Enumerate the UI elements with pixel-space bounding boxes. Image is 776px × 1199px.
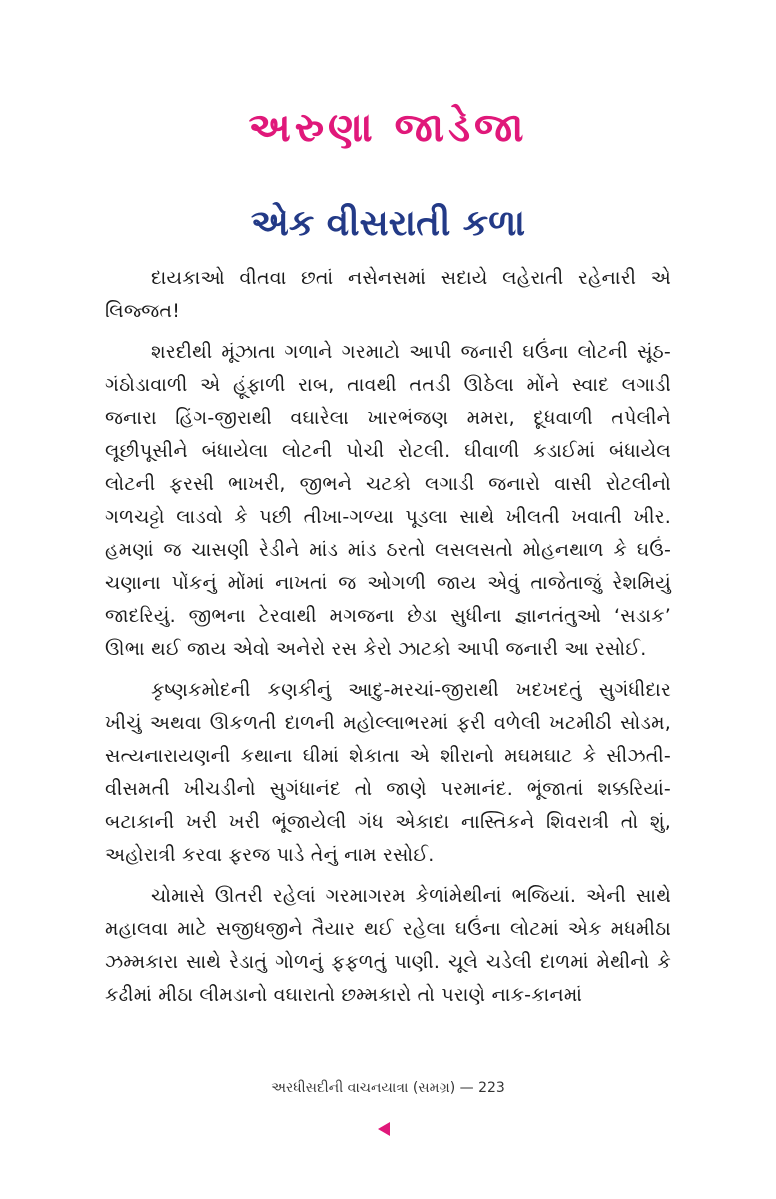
paragraph-3: કૃષ્ણકમોદની કણકીનું આદુ-મરચાં-જીરાથી ખદખદતું સુગંધીદાર ખીચું અથવા ઊકળતી દાળની મહોલ્લાભરમાં ફરી વળેલી ખટમીઠી સોડમ, સત્યનારાયણની કથાના ઘીમાં શેકાતા એ શીરાનો મઘમઘાટ કે સીઝતી-વીસમતી ખીચડીનો સુગંધાનંદ તો જાણે પરમાનંદ. ભૂંજાતાં શક્કરિયાં-બટાકાની ખરી ખરી ભૂંજાયેલી ગંધ એકાદા નાસ્તિકને શિવરાત્રી તો શું, અહોરાત્રી કરવા ફરજ પાડે તેનું નામ રસોઈ. bbox=[105, 679, 671, 866]
paragraph-2: શરદીથી મૂંઝાતા ગળાને ગરમાટો આપી જનારી ઘઉંના લોટની સૂંઠ-ગંઠોડાવાળી એ હૂંફાળી રાબ, તાવથી તતડી ઊઠેલા મોંને સ્વાદ લગાડી જનારા હિંગ-જીરાથી વઘારેલા ખારભંજણ મમરા, દૂધવાળી તપેલીને લૂછીપૂસીને બંધાયેલા લોટની પોચી રોટલી. ઘીવાળી કડાઈમાં બંધાયેલ લોટની ફરસી ભાખરી, જીભને ચટકો લગાડી જનારો વાસી રોટલીનો ગળચટ્ટો લાડવો કે પછી તીખા-ગળ્યા પૂડલા સાથે ખીલતી ખવાતી ખીર. હમણાં જ ચાસણી રેડીને માંડ માંડ ઠરતો લસલસતો મોહનથાળ કે ઘઉં-ચણાના પોંકનું મોંમાં નાખતાં જ ઓગળી જાય એવું તાજેતાજું રેશમિયું જાદરિયું. જીભના ટેરવાથી મગજના છેડા સુધીના જ્ઞાનતંતુઓ ‘સડાક’ ઊભા થઈ જાય એવો અનેરો રસ કેરો ઝાટકો આપી જનારી આ રસોઈ. bbox=[105, 341, 671, 660]
article-body bbox=[105, 262, 671, 1020]
author-name: અરુણા જાડેજા bbox=[248, 105, 528, 151]
page-title: એક વીસરાતી કળા bbox=[250, 203, 526, 244]
triangle-left-icon[interactable] bbox=[378, 1122, 390, 1136]
page-footer: અરધીસદીની વાચનયાત્રા (સમગ્ર) — 223 bbox=[271, 1080, 505, 1096]
paragraph-1: દાયકાઓ વીતવા છતાં નસેનસમાં સદાયે લહેરાતી રહેનારી એ લિજ્જત! bbox=[105, 267, 671, 322]
paragraph-4: ચોમાસે ઊતરી રહેલાં ગરમાગરમ કેળાંમેથીનાં ભજિયાં. એની સાથે મહાલવા માટે સજીધજીને તૈયાર થઈ રહેલા ઘઉંના લોટમાં એક મધમીઠા ઝમ્મકારા સાથે રેડાતું ગોળનું ફફળતું પાણી. ચૂલે ચડેલી દાળમાં મેથીનો કે કઢીમાં મીઠા લીમડાનો વઘારાતો છમ્મકારો તો પરાણે નાક-કાનમાં bbox=[105, 885, 671, 1006]
